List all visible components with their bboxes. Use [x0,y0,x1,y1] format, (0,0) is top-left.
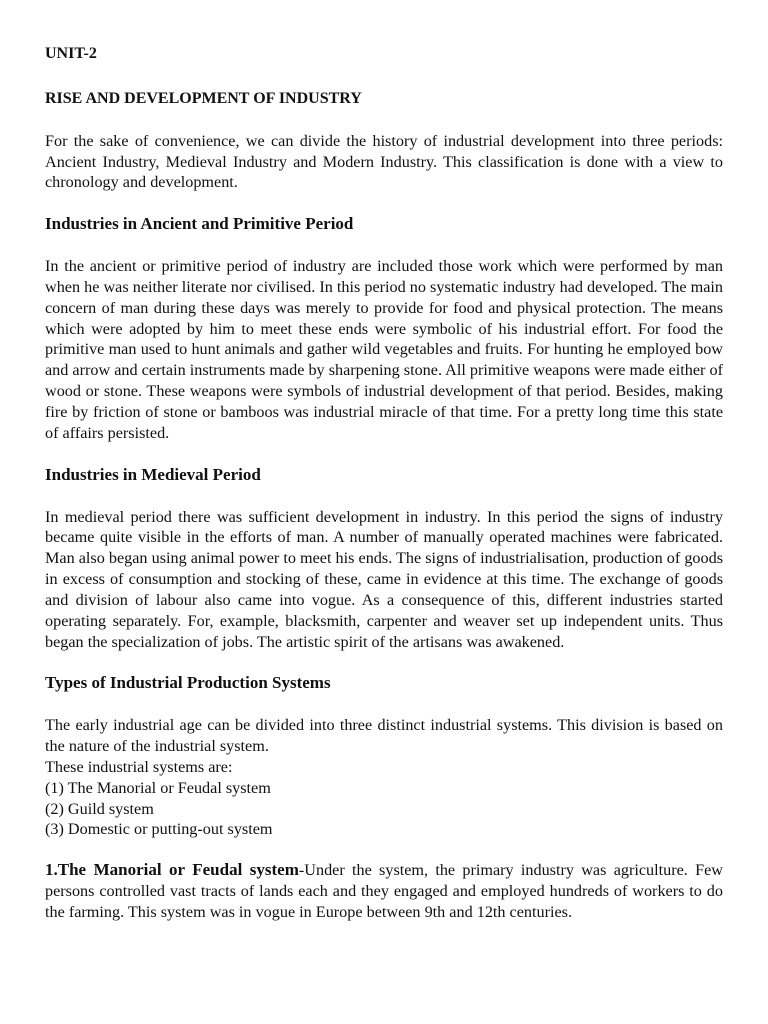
list-item: (1) The Manorial or Feudal system [45,778,271,797]
manorial-body: -Under the system, the primary industry was agriculture. Few persons controlled vast tracts of lands each and they engaged and employed hundreds of workers to do the farming. This system was in vogue in Europe between 9th and 12th centuries. [45,861,723,921]
types-paragraph: The early industrial age can be divided into three distinct industrial systems. This division is based on the nature of the industrial system. [45,716,723,756]
document-title: RISE AND DEVELOPMENT OF INDUSTRY [45,89,362,107]
ancient-heading: Industries in Ancient and Primitive Period [45,214,354,234]
manorial-paragraph [45,860,723,923]
intro-paragraph: For the sake of convenience, we can divide the history of industrial development into three periods: Ancient Industry, Medieval Industry and Modern Industry. This classification is done with a view to chronology and development. [45,131,723,192]
medieval-heading: Industries in Medieval Period [45,464,261,484]
medieval-paragraph: In medieval period there was sufficient development in industry. In this period the signs of industry became quite visible in the efforts of man. A number of manually operated machines were fabricated. Man also began using animal power to meet his ends. The signs of industrialisation, production of goods in excess of consumption and stocking of these, came in evidence at this time. The exchange of goods and division of labour also came into vogue. As a consequence of this, different industries started operating separately. For, example, blacksmith, carpenter and weaver set up independent units. Thus began the specialization of jobs. The artistic spirit of the artisans was awakened. [45,507,723,651]
list-item: (3) Domestic or putting-out system [45,820,273,839]
types-heading: Types of Industrial Production Systems [45,673,331,693]
manorial-heading: 1.The Manorial or Feudal system [45,860,299,880]
list-item: (2) Guild system [45,799,154,818]
document-page [45,44,723,923]
unit-label: UNIT-2 [45,45,97,62]
types-lead: These industrial systems are: [45,757,233,776]
ancient-paragraph: In the ancient or primitive period of industry are included those work which were performed by man when he was neither literate nor civilised. In this period no systematic industry had developed. The main concern of man during these days was merely to provide for food and physical protection. The means which were adopted by him to meet these ends were symbolic of his industrial effort. For food the primitive man used to hunt animals and gather wild vegetables and fruits. For hunting he employed bow and arrow and certain instruments made by sharpening stone. All primitive weapons were made either of wood or stone. These weapons were symbols of industrial development of that period. Besides, making fire by friction of stone or bamboos was industrial miracle of that time. For a pretty long time this state of affairs persisted. [45,257,723,442]
